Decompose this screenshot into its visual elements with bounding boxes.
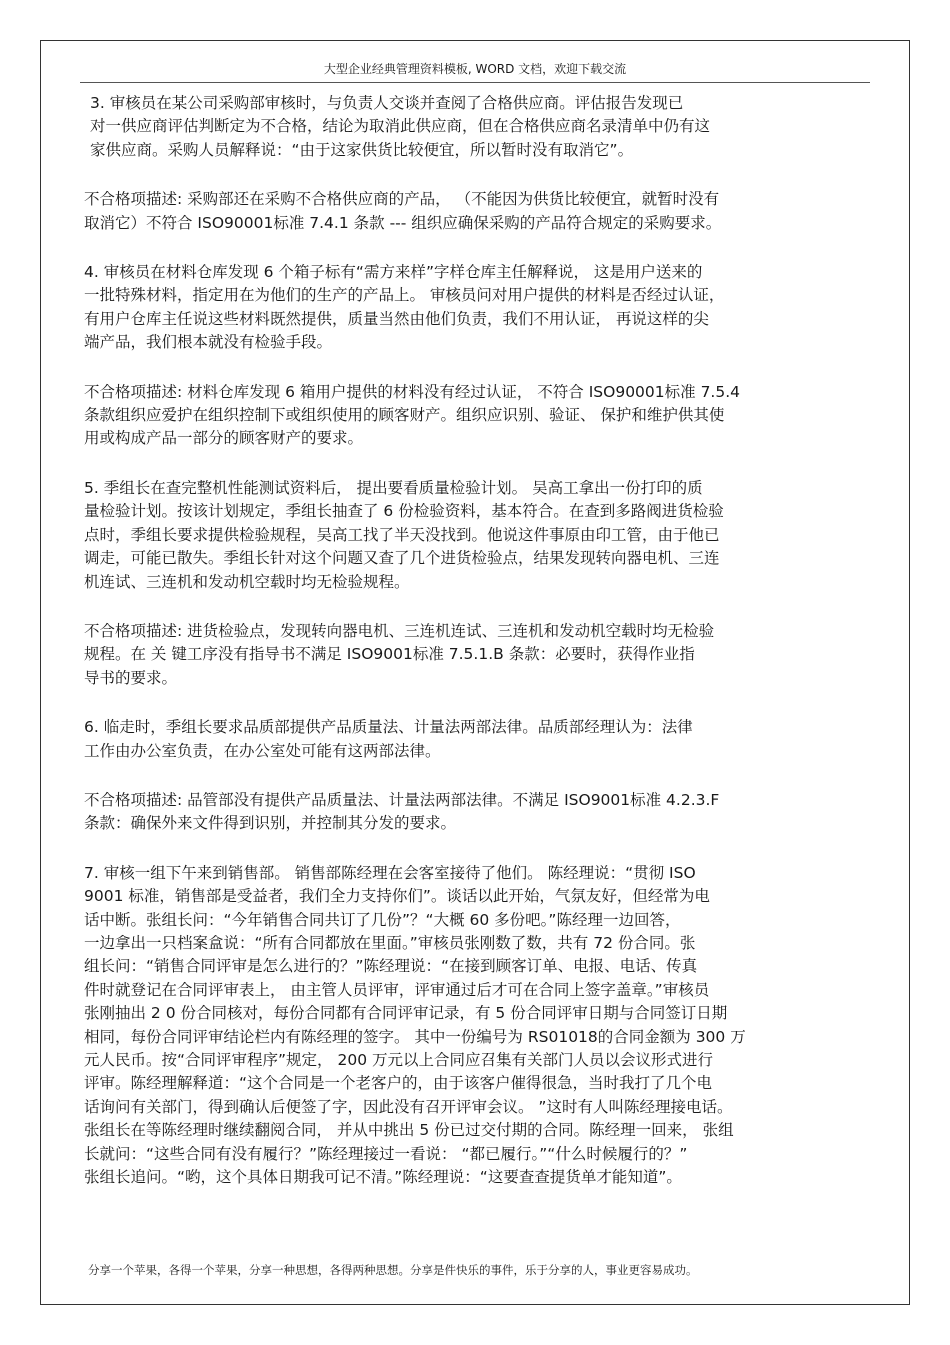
- text-line: 元人民币。按“合同评审程序”规定， 200 万元以上合同应召集有关部门人员以会议形式进行: [84, 1051, 714, 1069]
- text-line: 调走，可能已散失。季组长针对这个问题又查了几个进货检验点，结果发现转向器电机、三连: [84, 549, 720, 568]
- paragraph-case-6: [84, 716, 870, 763]
- text-line: 9001 标准，销售部是受益者，我们全力支持你们”。谈话以此开始，气氛友好，但经常为电: [84, 887, 710, 906]
- paragraph-case-4: [84, 261, 870, 355]
- text-line: 机连试、三连机和发动机空载时均无检验规程。: [84, 572, 410, 591]
- paragraph-case-5: [84, 477, 870, 594]
- text-line: 评审。陈经理解释道：“这个合同是一个老客户的，由于该客户催得很急，当时我打了几个电: [84, 1074, 713, 1093]
- text-line: 组长问：“销售合同评审是怎么进行的？”陈经理说：“在接到顾客订单、电报、电话、传真: [84, 957, 698, 976]
- paragraph-nonconformity-6: [84, 789, 870, 836]
- text-line: 话询问有关部门，得到确认后便签了字，因此没有召开评审会议。 ”这时有人叫陈经理接电话。: [84, 1097, 733, 1116]
- text-line: 对一供应商评估判断定为不合格，结论为取消此供应商，但在合格供应商名录清单中仍有这: [90, 117, 711, 136]
- paragraph-nonconformity-4: [84, 381, 870, 451]
- text-line: 条款组织应爱护在组织控制下或组织使用的顾客财产。组织应识别、验证、 保护和维护供其使: [84, 406, 725, 425]
- page-footer: 分享一个苹果，各得一个苹果，分享一种思想，各得两种思想。分享是件快乐的事件，乐于分享的人，事业更容易成功。: [88, 1263, 698, 1277]
- text-line: 点时，季组长要求提供检验规程，吴高工找了半天没找到。他说这件事原由印工管，由于他已: [84, 525, 720, 544]
- text-line: 件时就登记在合同评审表上， 由主管人员评审，评审通过后才可在合同上签字盖章。”审核员: [84, 980, 710, 999]
- text-line: 条款：确保外来文件得到识别，并控制其分发的要求。: [84, 814, 457, 833]
- text-line: 家供应商。采购人员解释说：“由于这家供货比较便宜，所以暂时没有取消它”。: [90, 140, 634, 159]
- text-line: 不合格项描述: 材料仓库发现 6 箱用户提供的材料没有经过认证， 不符合 ISO90001标准 7.5.4: [84, 382, 741, 401]
- text-line: 话中断。张组长问：“今年销售合同共订了几份”？“大概 60 多份吧。”陈经理一边回答，: [84, 910, 681, 929]
- text-line: 4. 审核员在材料仓库发现 6 个箱子标有“需方来样”字样仓库主任解释说， 这是用户送来的: [84, 263, 703, 282]
- text-line: 长就问：“这些合同有没有履行？”陈经理接过一看说： “都已履行。”“什么时候履行的？”: [84, 1144, 688, 1163]
- text-line: 不合格项描述: 采购部还在采购不合格供应商的产品， （不能因为供货比较便宜，就暂时没有: [84, 190, 720, 209]
- text-line: 一批特殊材料，指定用在为他们的生产的产品上。 审核员问对用户提供的材料是否经过认证，: [84, 286, 725, 305]
- paragraph-case-3: [84, 92, 870, 162]
- text-line: 6. 临走时，季组长要求品质部提供产品质量法、计量法两部法律。品质部经理认为：法律: [84, 718, 693, 737]
- text-line: 5. 季组长在查完整机性能测试资料后， 提出要看质量检验计划。 吴高工拿出一份打印的质: [84, 478, 703, 497]
- text-line: 张刚抽出 2 0 份合同核对，每份合同都有合同评审记录，有 5 份合同评审日期与合同签订日期: [84, 1004, 728, 1023]
- text-line: 量检验计划。按该计划规定，季组长抽查了 6 份检验资料，基本符合。在查到多路阀进货检验: [84, 502, 724, 521]
- text-line: 张组长在等陈经理时继续翻阅合同， 并从中挑出 5 份已过交付期的合同。陈经理一回来， 张组: [84, 1121, 734, 1140]
- text-line: 端产品，我们根本就没有检验手段。: [84, 333, 333, 352]
- text-line: 用或构成产品一部分的顾客财产的要求。: [84, 429, 364, 448]
- text-line: 有用户仓库主任说这些材料既然提供，质量当然由他们负责，我们不用认证， 再说这样的尖: [84, 309, 709, 328]
- paragraph-case-7: [84, 862, 870, 1190]
- text-line: 规程。在 关 键工序没有指导书不满足 ISO9001标准 7.5.1.B 条款：必要时，获得作业指: [84, 645, 695, 664]
- page-header: 大型企业经典管理资料模板, WORD 文档，欢迎下载交流: [323, 62, 627, 76]
- text-line: 导书的要求。: [84, 668, 178, 687]
- text-line: 张组长追问。“哟，这个具体日期我可记不清。”陈经理说：“这要查查提货单才能知道”。: [84, 1168, 682, 1187]
- paragraph-nonconformity-5: [84, 620, 870, 690]
- text-line: 取消它）不符合 ISO90001标准 7.4.1 条款 --- 组织应确保采购的产品符合规定的采购要求。: [84, 213, 722, 232]
- text-line: 3. 审核员在某公司采购部审核时，与负责人交谈并查阅了合格供应商。评估报告发现已: [90, 94, 684, 112]
- paragraph-nonconformity-3: [84, 188, 870, 235]
- document-body: [84, 92, 870, 1189]
- text-line: 不合格项描述: 品管部没有提供产品质量法、计量法两部法律。不满足 ISO9001标准 4.2.3.F: [84, 790, 720, 809]
- text-line: 7. 审核一组下午来到销售部。 销售部陈经理在会客室接待了他们。 陈经理说：“贯彻 ISO: [84, 863, 696, 882]
- text-line: 工作由办公室负责，在办公室处可能有这两部法律。: [84, 741, 441, 760]
- text-line: 不合格项描述: 进货检验点，发现转向器电机、三连机连试、三连机和发动机空载时均无检验: [84, 621, 715, 640]
- header-divider: [80, 82, 870, 83]
- text-line: 一边拿出一只档案盒说：“所有合同都放在里面。”审核员张刚数了数，共有 72 份合同。张: [84, 933, 696, 952]
- text-line: 相同，每份合同评审结论栏内有陈经理的签字。 其中一份编号为 RS01018的合同金额为 300 万: [84, 1027, 746, 1046]
